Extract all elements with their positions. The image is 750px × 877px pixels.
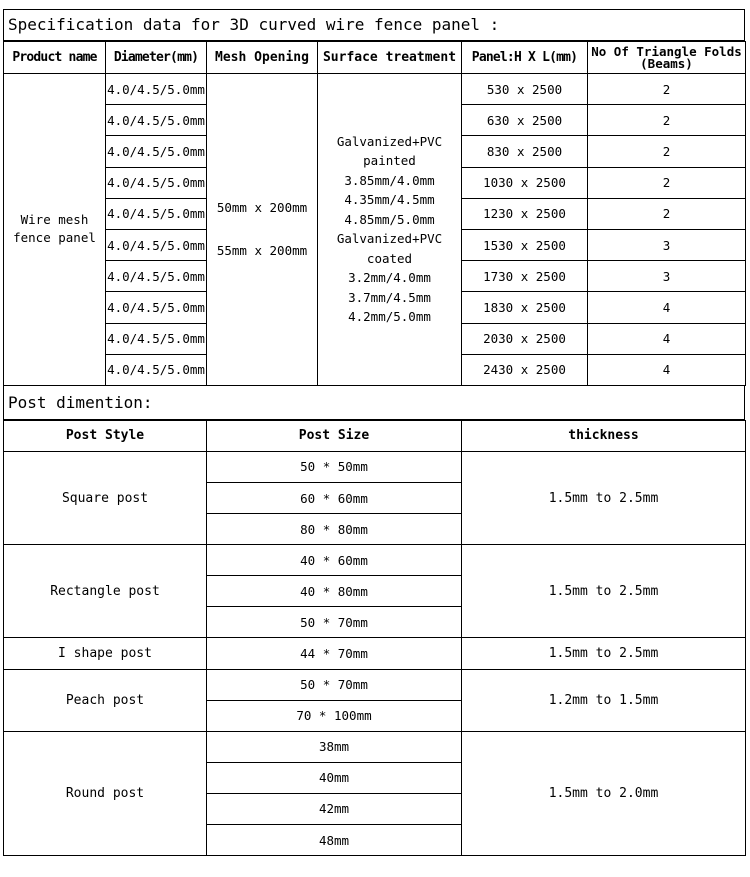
panel-size-cell: 830 x 2500 [462, 136, 588, 167]
panel-size-cell: 1730 x 2500 [462, 261, 588, 292]
folds-cell: 4 [588, 292, 746, 323]
post-thickness-cell: 1.2mm to 1.5mm [462, 669, 746, 731]
panel-size-cell: 530 x 2500 [462, 74, 588, 105]
post-size-cell: 38mm [207, 731, 462, 762]
post-thickness-cell: 1.5mm to 2.5mm [462, 451, 746, 544]
diameter-cell: 4.0/4.5/5.0mm [106, 229, 207, 260]
post-size-cell: 48mm [207, 825, 462, 856]
panel-size-cell: 630 x 2500 [462, 105, 588, 136]
header-thickness: thickness [462, 420, 746, 451]
panel-size-cell: 1830 x 2500 [462, 292, 588, 323]
surface-line: 4.85mm/5.0mm [344, 211, 435, 227]
mesh-option: 55mm x 200mm [216, 243, 308, 259]
header-post-size: Post Size [207, 420, 462, 451]
diameter-cell: 4.0/4.5/5.0mm [106, 292, 207, 323]
post-row [4, 669, 746, 700]
post-size-cell: 60 * 60mm [207, 482, 462, 513]
panel-size-cell: 2030 x 2500 [462, 323, 588, 354]
header-folds-line2: (Beams) [640, 55, 693, 71]
folds-cell: 3 [588, 229, 746, 260]
surface-line: 4.35mm/4.5mm [344, 192, 435, 208]
header-folds-line1: No Of Triangle Folds [591, 43, 742, 59]
diameter-cell: 4.0/4.5/5.0mm [106, 323, 207, 354]
diameter-cell: 4.0/4.5/5.0mm [106, 136, 207, 167]
diameter-cell: 4.0/4.5/5.0mm [106, 74, 207, 105]
post-row [4, 451, 746, 482]
product-name-line2: fence panel [13, 230, 96, 246]
surface-line: 3.7mm/4.5mm [348, 289, 431, 305]
diameter-cell: 4.0/4.5/5.0mm [106, 198, 207, 229]
folds-cell: 2 [588, 74, 746, 105]
spec-title: Specification data for 3D curved wire fence panel : [3, 9, 745, 41]
product-name-line1: Wire mesh [20, 212, 89, 228]
spec-sheet [3, 9, 745, 856]
diameter-cell: 4.0/4.5/5.0mm [106, 167, 207, 198]
header-triangle-folds [588, 42, 746, 74]
post-style-cell: Peach post [4, 669, 207, 731]
spec-row [4, 74, 746, 105]
spec-table [3, 41, 746, 386]
folds-cell: 2 [588, 136, 746, 167]
post-size-cell: 80 * 80mm [207, 514, 462, 545]
surface-line: 4.2mm/5.0mm [348, 309, 431, 325]
mesh-gap [207, 218, 317, 240]
surface-line: Galvanized+PVC painted [336, 133, 443, 169]
header-mesh-opening: Mesh Opening [207, 42, 318, 74]
surface-line: Galvanized+PVC coated [336, 231, 443, 266]
header-diameter: Diameter(mm) [106, 42, 207, 74]
post-thickness-cell: 1.5mm to 2.5mm [462, 545, 746, 638]
post-size-cell: 40 * 80mm [207, 576, 462, 607]
header-post-style: Post Style [4, 420, 207, 451]
folds-cell: 2 [588, 167, 746, 198]
product-name-cell [4, 74, 106, 386]
post-style-cell: Square post [4, 451, 207, 544]
diameter-cell: 4.0/4.5/5.0mm [106, 105, 207, 136]
post-title: Post dimention: [3, 386, 745, 420]
post-thickness-cell: 1.5mm to 2.0mm [462, 731, 746, 855]
surface-line: 3.2mm/4.0mm [348, 270, 431, 286]
header-panel-size: Panel:H X L(mm) [462, 42, 588, 74]
spec-header-row [4, 42, 746, 74]
surface-treatment-cell [318, 74, 462, 386]
post-style-cell: I shape post [4, 638, 207, 669]
mesh-opening-cell [207, 74, 318, 386]
diameter-cell: 4.0/4.5/5.0mm [106, 261, 207, 292]
diameter-cell: 4.0/4.5/5.0mm [106, 354, 207, 385]
post-style-cell: Rectangle post [4, 545, 207, 638]
header-product-name: Product name [4, 42, 106, 74]
surface-line: 3.85mm/4.0mm [344, 172, 435, 188]
folds-cell: 4 [588, 354, 746, 385]
post-header-row [4, 420, 746, 451]
panel-size-cell: 2430 x 2500 [462, 354, 588, 385]
post-size-cell: 40mm [207, 762, 462, 793]
post-size-cell: 70 * 100mm [207, 700, 462, 731]
folds-cell: 2 [588, 105, 746, 136]
post-row [4, 638, 746, 669]
post-style-cell: Round post [4, 731, 207, 855]
post-size-cell: 42mm [207, 793, 462, 824]
panel-size-cell: 1030 x 2500 [462, 167, 588, 198]
post-thickness-cell: 1.5mm to 2.5mm [462, 638, 746, 669]
folds-cell: 4 [588, 323, 746, 354]
post-table [3, 420, 746, 856]
post-size-cell: 40 * 60mm [207, 545, 462, 576]
panel-size-cell: 1530 x 2500 [462, 229, 588, 260]
post-size-cell: 50 * 70mm [207, 669, 462, 700]
folds-cell: 3 [588, 261, 746, 292]
post-size-cell: 50 * 70mm [207, 607, 462, 638]
post-size-cell: 44 * 70mm [207, 638, 462, 669]
header-surface-treatment: Surface treatment [318, 42, 462, 74]
post-row [4, 545, 746, 576]
mesh-option: 50mm x 200mm [216, 200, 308, 216]
post-row [4, 731, 746, 762]
folds-cell: 2 [588, 198, 746, 229]
post-size-cell: 50 * 50mm [207, 451, 462, 482]
panel-size-cell: 1230 x 2500 [462, 198, 588, 229]
